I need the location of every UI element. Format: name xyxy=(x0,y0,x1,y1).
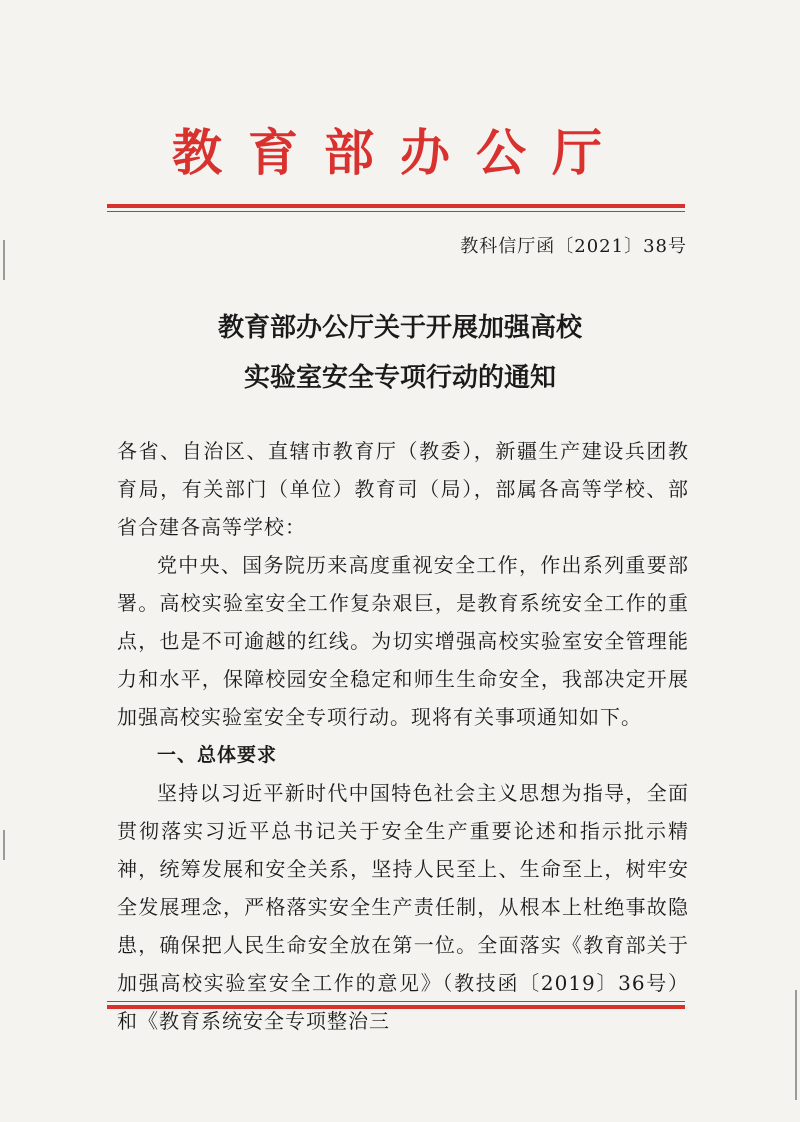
body-paragraph-1: 党中央、国务院历来高度重视安全工作，作出系列重要部署。高校实验室安全工作复杂艰巨，是教育系统安全工作的重点，也是不可逾越的红线。为切实增强高校实验室安全管理能力和水平，保障校园安全稳定和师生生命安全，我部决定开展加强高校实验室安全专项行动。现将有关事项通知如下。 xyxy=(117,553,689,729)
scan-edge-mark xyxy=(3,830,5,860)
scan-edge-mark xyxy=(795,990,797,1100)
scan-edge-mark xyxy=(3,240,5,280)
document-body xyxy=(117,432,689,1040)
footer-red-rule-thick xyxy=(107,1005,685,1009)
organization-header: 教育部办公厅 xyxy=(172,123,628,182)
footer-red-rule-thin xyxy=(107,1001,685,1002)
document-title-line1: 教育部办公厅关于开展加强高校 xyxy=(217,313,582,343)
body-paragraph-2: 坚持以习近平新时代中国特色社会主义思想为指导，全面贯彻落实习近平总书记关于安全生产重要论述和指示批示精神，统筹发展和安全关系，坚持人民至上、生命至上，树牢安全发展理念，严格落实安全生产责任制，从根本上杜绝事故隐患，确保把人民生命安全放在第一位。全面落实《教育部关于加强高校实验室安全工作的意见》（教技函〔2019〕36号）和《教育系统安全专项整治三 xyxy=(117,781,689,1033)
recipients-paragraph: 各省、自治区、直辖市教育厅（教委），新疆生产建设兵团教育局，有关部门（单位）教育司（局），部属各高等学校、部省合建各高等学校： xyxy=(117,439,689,539)
document-title-line2: 实验室安全专项行动的通知 xyxy=(243,363,556,393)
header-red-rule-thin xyxy=(107,211,685,212)
header-red-rule-thick xyxy=(107,204,685,208)
document-number: 教科信厅函〔2021〕38号 xyxy=(460,236,687,257)
section-heading-1: 一、总体要求 xyxy=(157,744,278,766)
